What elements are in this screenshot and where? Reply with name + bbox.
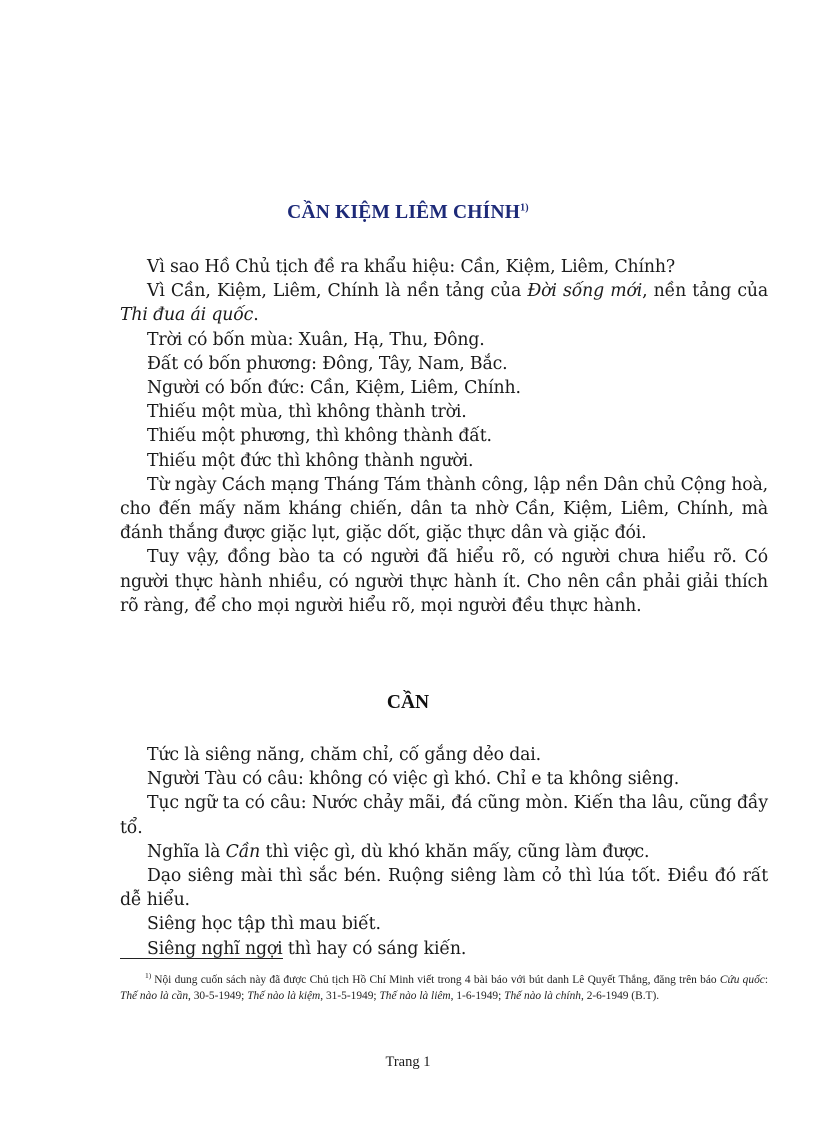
- text-run: thì việc gì, dù khó khăn mấy, cũng làm được.: [260, 841, 650, 862]
- text-run: Từ ngày Cách mạng Tháng Tám thành công, lập nền Dân chủ Cộng hoà, cho đến mấy năm kháng chiến, dân ta nhờ Cần, Kiệm, Liêm, Chính, mà đánh thắng được giặc lụt, giặc dốt, giặc thực dân và giặc đói.: [120, 474, 768, 544]
- text-run: Tuy vậy, đồng bào ta có người đã hiểu rõ, có người chưa hiểu rõ. Có người thực hành nhiều, có người thực hành ít. Cho nên cần phải giải thích rõ ràng, để cho mọi người hiểu rõ, mọi người đều thực hành.: [120, 547, 768, 616]
- italic-run: Thế nào là chính: [504, 989, 581, 1002]
- section-paragraph: [120, 912, 768, 936]
- section-paragraph: [120, 743, 768, 767]
- italic-run: Cứu quốc: [719, 974, 765, 986]
- text-run: Tức là siêng năng, chăm chỉ, cố gắng dẻo dai.: [147, 745, 542, 765]
- text-run: , 1-6-1949;: [450, 989, 505, 1002]
- italic-run: Thế nào là cần: [120, 989, 189, 1002]
- section-can-body: [120, 743, 768, 961]
- section-paragraph: [120, 864, 768, 912]
- title-footnote-mark: 1): [520, 202, 529, 214]
- intro-paragraph: [120, 352, 768, 376]
- italic-run: Cần: [225, 841, 261, 862]
- section-heading-can: CẦN: [386, 692, 430, 713]
- intro-paragraph: [120, 255, 768, 279]
- text-run: , 31-5-1949;: [320, 989, 380, 1002]
- intro-paragraph: [120, 376, 768, 400]
- text-run: Người Tàu có câu: không có việc gì khó. Chỉ e ta không siêng.: [147, 769, 680, 790]
- intro-paragraph: [120, 279, 768, 327]
- text-run: Vì Cần, Kiệm, Liêm, Chính là nền tảng của: [147, 281, 528, 302]
- section-paragraph: [120, 767, 768, 791]
- italic-run: Thi đua ái quốc: [120, 305, 254, 326]
- text-run: , 2-6-1949 (B.T).: [581, 989, 660, 1002]
- text-run: Nghĩa là: [147, 841, 226, 862]
- title-text: CẦN KIỆM LIÊM CHÍNH: [287, 202, 521, 223]
- text-run: Dạo siêng mài thì sắc bén. Ruộng siêng làm cỏ thì lúa tốt. Điều đó rất dễ hiểu.: [120, 866, 768, 911]
- footnote-divider: [120, 958, 283, 959]
- section-paragraph: [120, 791, 768, 839]
- text-run: Vì sao Hồ Chủ tịch đề ra khẩu hiệu: Cần, Kiệm, Liêm, Chính?: [147, 257, 675, 277]
- intro-paragraph: [120, 424, 768, 448]
- text-run: Trời có bốn mùa: Xuân, Hạ, Thu, Đông.: [147, 329, 485, 350]
- text-run: .: [253, 305, 259, 326]
- text-run: Thiếu một đức thì không thành người.: [147, 450, 474, 471]
- intro-paragraph: [120, 473, 768, 546]
- intro-paragraph: [120, 449, 768, 473]
- text-run: Người có bốn đức: Cần, Kiệm, Liêm, Chính.: [147, 378, 521, 399]
- text-run: Thiếu một mùa, thì không thành trời.: [147, 402, 467, 423]
- text-run: Đất có bốn phương: Đông, Tây, Nam, Bắc.: [147, 353, 508, 374]
- text-run: Siêng học tập thì mau biết.: [147, 914, 381, 935]
- italic-run: Đời sống mới: [527, 281, 643, 302]
- text-run: :: [764, 974, 768, 986]
- italic-run: Thế nào là kiệm: [247, 989, 321, 1002]
- text-run: Tục ngữ ta có câu: Nước chảy mãi, đá cũng mòn. Kiến tha lâu, cũng đầy tổ.: [120, 793, 768, 838]
- intro-section: [120, 255, 768, 618]
- page-title: [0, 202, 816, 224]
- footnote-text: [120, 973, 768, 1005]
- text-run: Nội dung cuốn sách này đã được Chủ tịch Hồ Chí Minh viết trong 4 bài báo với bút danh Lê Quyết Thắng, đăng trên báo: [154, 974, 720, 986]
- text-run: , nền tảng của: [642, 281, 768, 302]
- text-run: Thiếu một phương, thì không thành đất.: [147, 426, 492, 447]
- footnote-mark: 1): [145, 971, 152, 981]
- footnote: [120, 973, 768, 1005]
- intro-paragraph: [120, 545, 768, 618]
- intro-paragraph: [120, 400, 768, 424]
- text-run: , 30-5-1949;: [188, 989, 248, 1002]
- page-number: Trang 1: [385, 1054, 431, 1070]
- intro-paragraph: [120, 328, 768, 352]
- italic-run: Thế nào là liêm: [379, 989, 451, 1002]
- section-paragraph: [120, 840, 768, 864]
- text-run: Siêng nghĩ ngợi thì hay có sáng kiến.: [147, 938, 467, 959]
